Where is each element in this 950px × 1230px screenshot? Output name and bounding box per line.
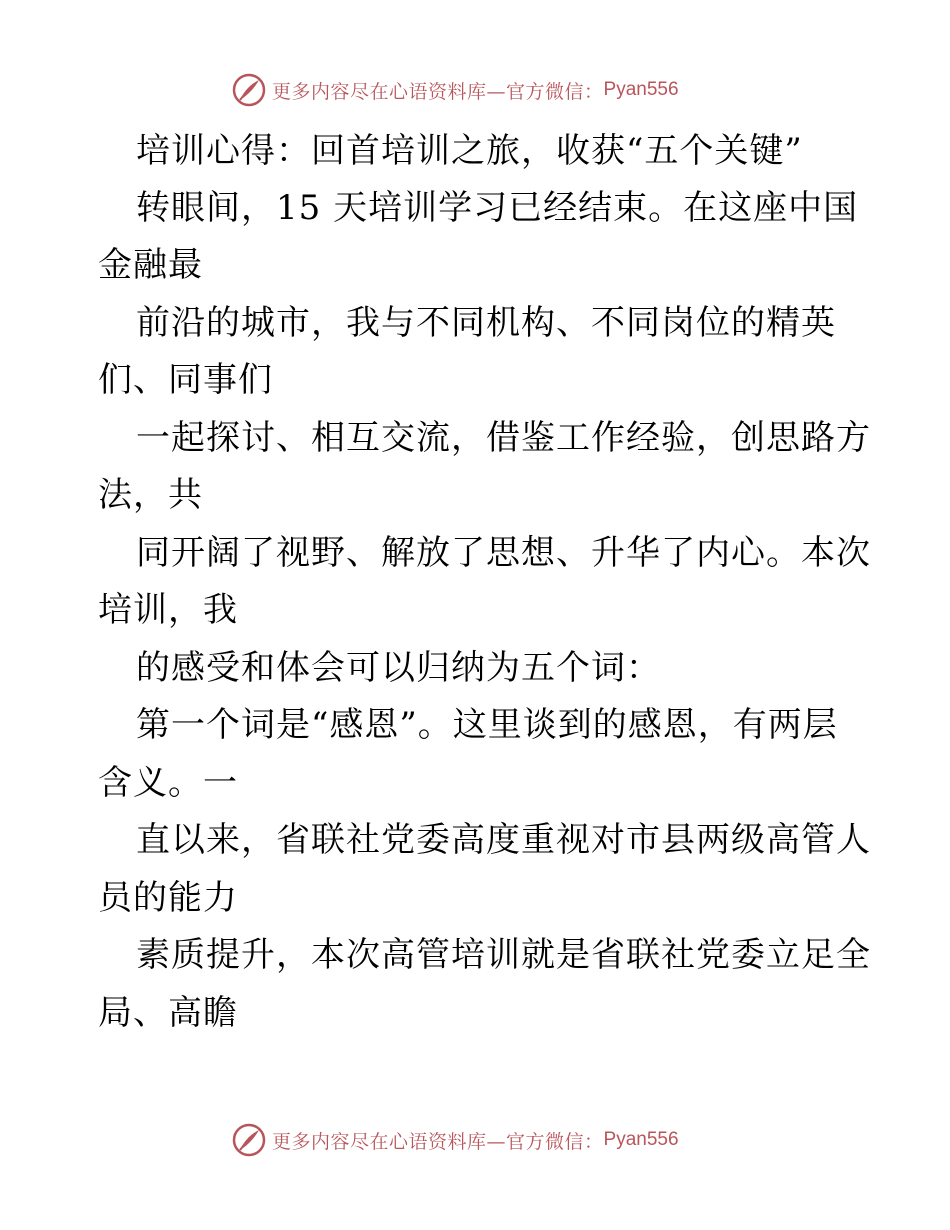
paragraph-line: 素质提升，本次高管培训就是省联社党委立足全 xyxy=(136,935,871,975)
paragraph-line: 员的能力 xyxy=(98,878,238,918)
paragraph-line: 直以来，省联社党委高度重视对市县两级高管人 xyxy=(136,820,871,860)
paragraph-line: 们、同事们 xyxy=(98,360,273,400)
paragraph-line: 法，共 xyxy=(98,475,203,515)
header-watermark xyxy=(232,72,679,108)
watermark-wechat-id: Pyan556 xyxy=(603,1129,679,1150)
quill-logo-icon xyxy=(232,73,266,107)
footer-watermark xyxy=(232,1122,679,1158)
paragraph-line: 第一个词是“感恩”。这里谈到的感恩，有两层 xyxy=(136,705,838,745)
watermark-text: 更多内容尽在心语资料库—官方微信： xyxy=(272,80,604,103)
document-title: 培训心得：回首培训之旅，收获“五个关键” xyxy=(136,131,803,171)
paragraph-line: 前沿的城市，我与不同机构、不同岗位的精英 xyxy=(136,303,836,343)
paragraph-line: 的感受和体会可以归纳为五个词： xyxy=(136,648,661,688)
watermark-text: 更多内容尽在心语资料库—官方微信： xyxy=(272,1130,604,1153)
quill-logo-icon xyxy=(232,1123,266,1157)
paragraph-line: 含义。一 xyxy=(98,763,238,803)
paragraph-line: 局、高瞻 xyxy=(98,993,238,1033)
paragraph-line: 同开阔了视野、解放了思想、升华了内心。本次 xyxy=(136,533,871,573)
paragraph-line: 培训，我 xyxy=(98,590,238,630)
watermark-wechat-id: Pyan556 xyxy=(603,79,679,100)
paragraph-line: 一起探讨、相互交流，借鉴工作经验，创思路方 xyxy=(136,418,871,458)
paragraph-line: 金融最 xyxy=(98,245,203,285)
paragraph-line: 转眼间，15 天培训学习已经结束。在这座中国 xyxy=(136,188,859,228)
